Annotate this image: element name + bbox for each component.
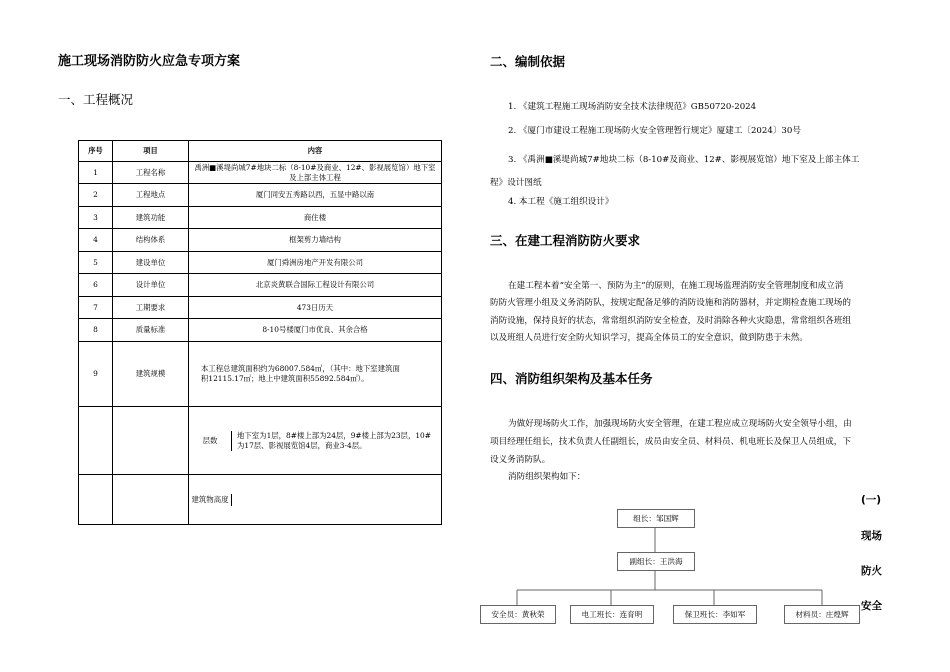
org-deputy-box: 副组长：王洪海 [617,552,695,571]
vertical-heading-2: 现场 [861,530,882,542]
row-item: 质量标准 [113,319,189,342]
section3-line-2: 防防火管理小组及义务消防队，按规定配备足够的消防设施和消防器材，并定期检查施工现场的 [490,298,851,308]
basis-item-2: 2. 《厦门市建设工程施工现场防火安全管理暂行规定》厦建工〔2024〕30号 [508,126,801,136]
org-member-box: 电工班长：连育明 [570,605,654,624]
row-content: 473日历天 [189,297,442,319]
section4-line-4: 消防组织架构如下： [508,472,586,482]
row-no: 8 [79,319,113,342]
section4-heading: 四、消防组织架构及基本任务 [490,371,653,386]
row-item: 建筑规模 [113,342,189,407]
vertical-heading-3: 防火 [861,565,882,577]
row-content: 本工程总建筑面积约为68007.584㎡，（其中：地下室建筑面积12115.17㎡；地上中建筑面积55892.584㎡）。 [189,342,442,407]
row-content: 北京炎黄联合国际工程设计有限公司 [189,274,442,297]
section3-line-4: 以及班组人员进行安全防火知识学习，提高全体员工的安全意识，做到防患于未然。 [490,333,808,343]
row-item: 工期要求 [113,297,189,319]
row-item: 结构体系 [113,229,189,252]
org-member-box: 保卫班长：李如军 [673,605,757,624]
row-no: 2 [79,184,113,207]
row-item: 工程地点 [113,184,189,207]
section3-line-1: 在建工程本着“安全第一、预防为主”的原则，在施工现场监理消防安全管理制度和成立消 [508,281,844,291]
row-content: 厦门舜洲房地产开发有限公司 [189,252,442,274]
section4-line-2: 项目经理任组长，技术负责人任副组长，成员由安全员、材料员、机电班长及保卫人员组成，下 [490,437,851,447]
row-no: 1 [79,162,113,184]
org-member-box: 安全员：黄秋荣 [480,605,556,624]
section2-heading: 二、编制依据 [490,54,566,69]
vertical-heading-4: 安全 [861,600,882,612]
document-title: 施工现场消防防火应急专项方案 [58,54,241,69]
row-no: 4 [79,229,113,252]
row-item: 建设单位 [113,252,189,274]
row-content: 框架剪力墙结构 [189,229,442,252]
col-header-content: 内容 [189,141,442,162]
row-item: 建筑功能 [113,207,189,229]
section3-heading: 三、在建工程消防防火要求 [490,233,641,248]
org-leader-box: 组长：邹国辉 [617,509,695,528]
vertical-heading-1: (一) [861,494,882,506]
basis-item-4: 4. 本工程《施工组织设计》 [508,197,614,207]
row-no: 9 [79,342,113,407]
row-content: 8-10号楼厦门市优良、其余合格 [189,319,442,342]
floors-label: 层数 [189,431,232,451]
section1-heading: 一、工程概况 [58,92,134,107]
row-item: 设计单位 [113,274,189,297]
section4-line-3: 设义务消防队。 [490,455,551,465]
org-member-box: 材料员：庄煌辉 [784,605,860,624]
row-no: 3 [79,207,113,229]
basis-item-1: 1. 《建筑工程施工现场消防安全技术法律规范》GB50720-2024 [508,102,757,112]
basis-item-3-cont: 程》设计图纸 [490,178,542,188]
row-no: 6 [79,274,113,297]
height-label: 建筑物高度 [189,494,232,506]
floors-content: 地下室为1层，8#楼上部为24层，9#楼上部为23层，10#为17层、影视展览馆4层，商业3-4层。 [237,430,431,450]
row-item: 工程名称 [113,162,189,184]
row-content: 商住楼 [189,207,442,229]
row-content: 厦门同安五秀路以西，五显中路以南 [189,184,442,207]
col-header-no: 序号 [79,141,113,162]
col-header-item: 项目 [113,141,189,162]
section4-line-1: 为做好现场防火工作，加强现场防火安全管理，在建工程应成立现场防火安全领导小组，由 [508,419,852,429]
basis-item-3: 3. 《禹洲■溪堤尚城7#地块二标（8-10#及商业、12#、影视展览馆）地下室及上部主体工 [508,155,860,165]
row-content: 禹洲■溪堤尚城7#地块二标（8-10#及商业、12#、影视展览馆）地下室及上部主体工程 [189,162,442,184]
row-no: 5 [79,252,113,274]
row-no: 7 [79,297,113,319]
section3-line-3: 消防设施，保持良好的状态，常常组织消防安全检查，及时消除各种火灾隐患，常常组织各班组 [490,316,851,326]
